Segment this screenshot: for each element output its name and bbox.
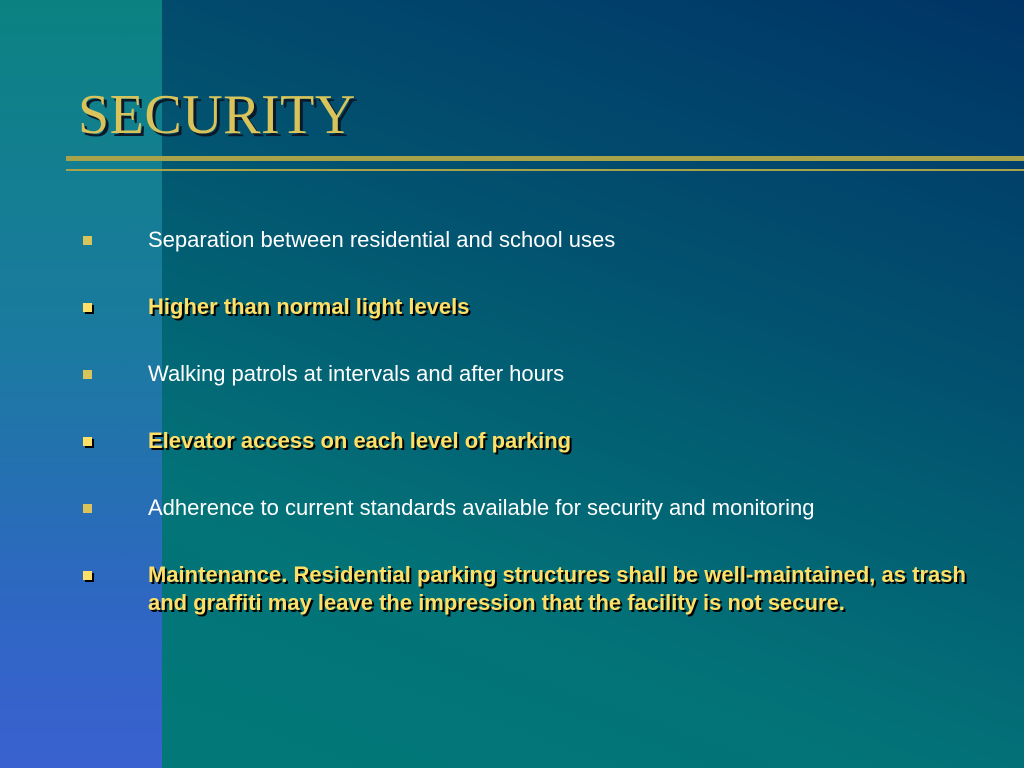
bullet-item (82, 293, 982, 321)
title-divider-thick (66, 156, 1024, 161)
bullet-text: Separation between residential and school uses (148, 227, 616, 252)
bullet-list (82, 226, 982, 656)
slide-title: SECURITY (78, 84, 356, 146)
bullet-text: Maintenance. Residential parking structures shall be well-maintained, as trash and graffiti may leave the impression that the facility is not secure. (148, 562, 966, 615)
square-bullet-icon (83, 370, 92, 379)
title-divider-thin (66, 169, 1024, 171)
bullet-item (82, 561, 982, 617)
bullet-item (82, 226, 982, 254)
bullet-text: Walking patrols at intervals and after hours (148, 361, 565, 386)
bullet-item (82, 494, 982, 522)
square-bullet-icon (83, 504, 92, 513)
square-bullet-icon (83, 437, 92, 446)
bullet-text: Higher than normal light levels (148, 294, 470, 319)
bullet-text: Adherence to current standards available for security and monitoring (148, 495, 815, 520)
bullet-text: Elevator access on each level of parking (148, 428, 572, 453)
square-bullet-icon (83, 236, 92, 245)
bullet-item (82, 427, 982, 455)
square-bullet-icon (83, 571, 92, 580)
bullet-item (82, 360, 982, 388)
square-bullet-icon (83, 303, 92, 312)
